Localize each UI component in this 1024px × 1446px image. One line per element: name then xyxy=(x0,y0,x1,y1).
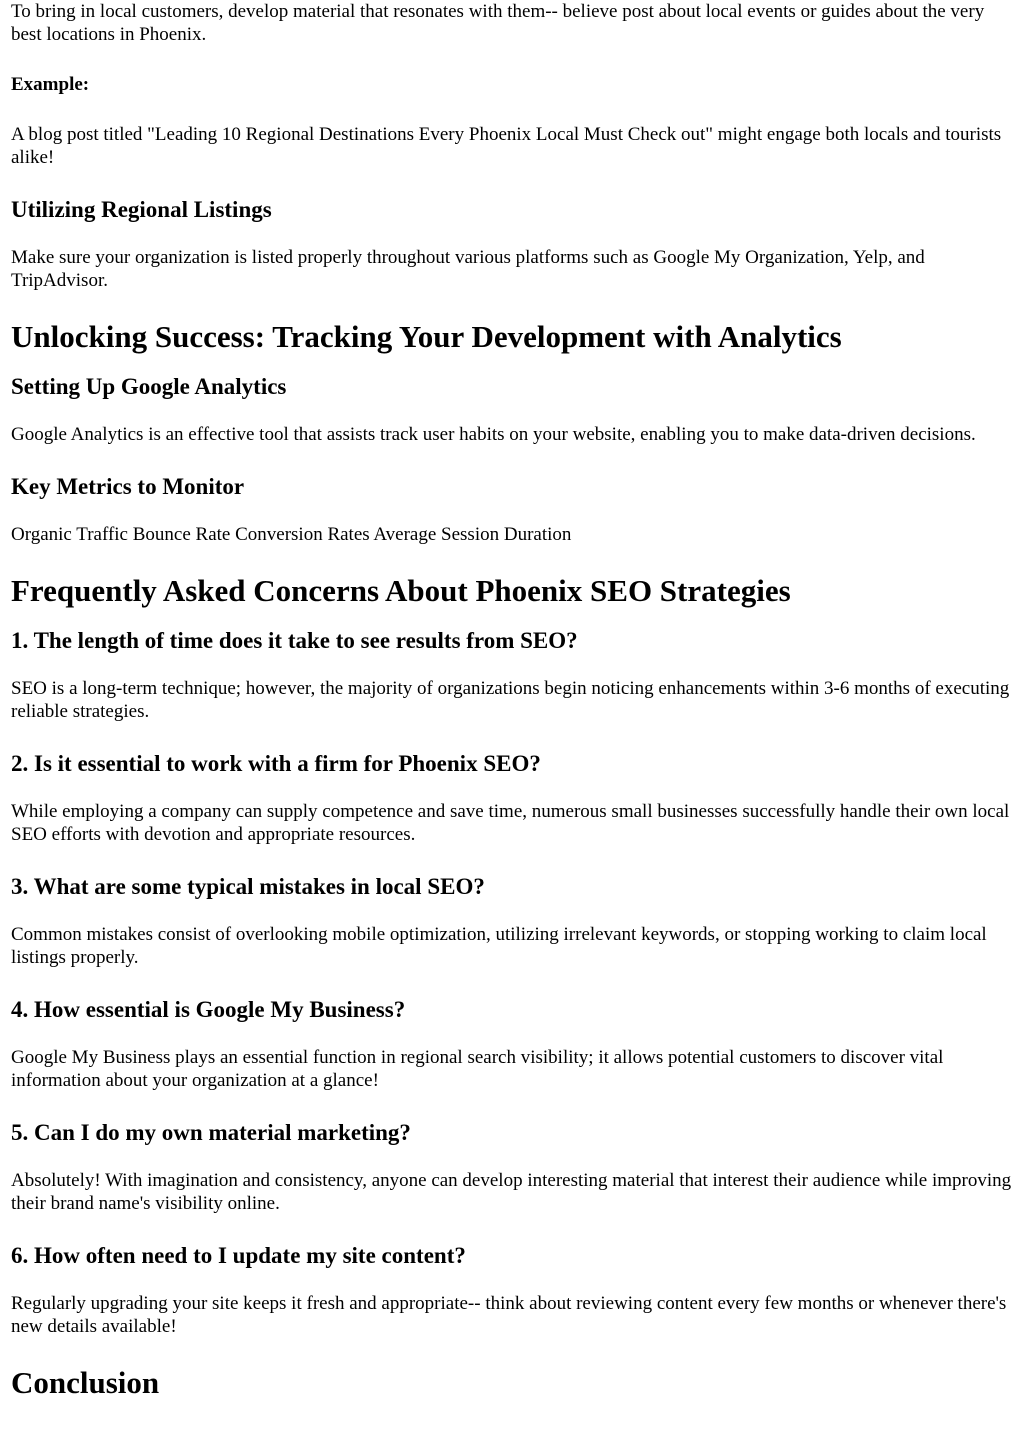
faq-answer: Google My Business plays an essential function in regional search visibility; it allows potential customers to discover vital information about your organization at a glance! xyxy=(11,1047,944,1091)
faq-question: 4. How essential is Google My Business? xyxy=(11,997,406,1022)
faq-heading: Frequently Asked Concerns About Phoenix SEO Strategies xyxy=(11,573,791,608)
faq-answer: Common mistakes consist of overlooking mobile optimization, utilizing irrelevant keywords, or stopping working to claim local listings properly. xyxy=(11,924,987,968)
faq-question: 6. How often need to I update my site content? xyxy=(11,1243,466,1268)
faq-question: 2. Is it essential to work with a firm for Phoenix SEO? xyxy=(11,751,541,776)
analytics-setup-heading: Setting Up Google Analytics xyxy=(11,374,287,399)
analytics-heading: Unlocking Success: Tracking Your Development with Analytics xyxy=(11,319,842,354)
analytics-setup-text: Google Analytics is an effective tool that assists track user habits on your website, enabling you to make data-driven decisions. xyxy=(11,424,976,445)
faq-question: 1. The length of time does it take to see results from SEO? xyxy=(11,628,578,653)
intro-paragraph: To bring in local customers, develop material that resonates with them-- believe post about local events or guides about the very best locations in Phoenix. xyxy=(11,1,985,45)
conclusion-heading: Conclusion xyxy=(11,1365,160,1400)
faq-answer: While employing a company can supply competence and save time, numerous small businesses successfully handle their own local SEO efforts with devotion and appropriate resources. xyxy=(11,801,1010,845)
faq-answer: Regularly upgrading your site keeps it fresh and appropriate-- think about reviewing content every few months or whenever there's new details available! xyxy=(11,1293,1007,1337)
faq-question: 3. What are some typical mistakes in local SEO? xyxy=(11,874,485,899)
example-text: A blog post titled "Leading 10 Regional Destinations Every Phoenix Local Must Check out" might engage both locals and tourists alike! xyxy=(11,124,1002,168)
metrics-heading: Key Metrics to Monitor xyxy=(11,474,245,499)
faq-answer: SEO is a long-term technique; however, the majority of organizations begin noticing enhancements within 3-6 months of executing reliable strategies. xyxy=(11,678,1010,722)
listings-text: Make sure your organization is listed properly throughout various platforms such as Google My Organization, Yelp, and TripAdvisor. xyxy=(11,247,925,291)
faq-question: 5. Can I do my own material marketing? xyxy=(11,1120,411,1145)
faq-answer: Absolutely! With imagination and consistency, anyone can develop interesting material that interest their audience while improving their brand name's visibility online. xyxy=(11,1170,1012,1214)
metrics-text: Organic Traffic Bounce Rate Conversion Rates Average Session Duration xyxy=(11,524,572,545)
listings-heading: Utilizing Regional Listings xyxy=(11,197,272,222)
example-label: Example: xyxy=(11,74,90,95)
